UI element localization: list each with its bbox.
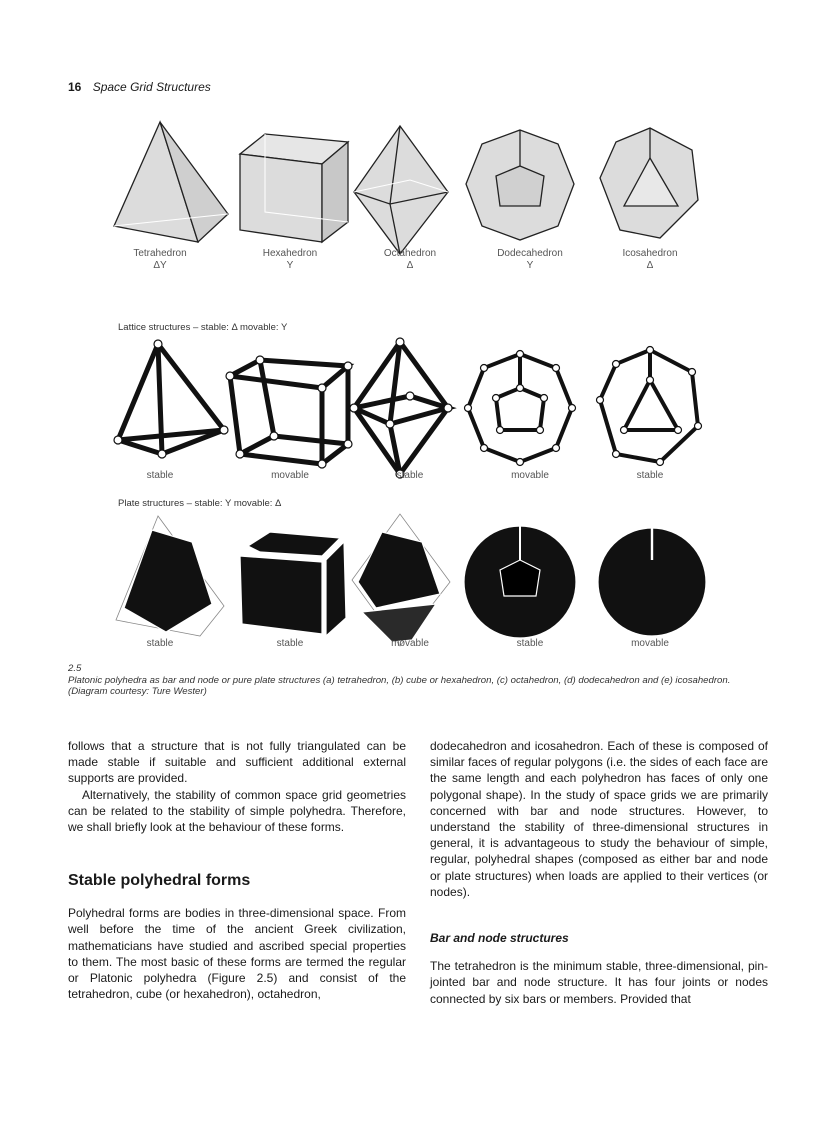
lattice-heading: Lattice structures – stable: Δ movable: Y [118,322,288,333]
running-title: Space Grid Structures [92,80,211,94]
solid-label: Hexahedron [262,248,318,259]
tetrahedron-solid [114,122,228,242]
solid-cell-1 [100,248,220,271]
solid-label: Dodecahedron [497,248,563,259]
solid-symbol: Δ [406,260,414,271]
right-column [430,738,768,1007]
caption-text: Platonic polyhedra as bar and node or pure plate structures (a) tetrahedron, (b) cube or hexahedron, (c) octahedron, (d) dodecahedron and (e) icosahedron. (Diagram courtesy: Ture Wester) [68,674,731,697]
solid-cell-3 [350,248,470,271]
solid-symbol: Y [286,260,294,271]
octahedron-plate [358,532,440,642]
solid-cell-5 [590,248,710,271]
lattice-drawing [100,336,740,486]
lattice-label-2: movable [271,470,309,481]
solid-cell-2 [230,248,350,271]
solid-symbol: Δ [646,260,654,271]
paragraph: dodecahedron and icosahedron. Each of these is composed of similar faces of regular polygons (i.e. the sides of each face are the same length and each polyhedron has faces of only one polygonal shape). In the study of space grids we are primarily concerned with bar and node structures. However, to understand the stability of three-dimensional structures in general, it is advantageous to study the behaviour of simple, regular, polyhedral shapes (composed as either bar and node or plate structures) when loads are applied to their vertices (or nodes). [430,739,768,899]
octahedron-solid [354,126,448,254]
icosahedron-plate [598,528,706,636]
solid-label: Icosahedron [622,248,678,259]
page-number: 16 [68,80,82,94]
dodecahedron-solid [466,130,574,240]
plate-label-4: stable [516,638,544,649]
plate-label-1: stable [146,638,174,649]
solid-symbol: ΔY [153,260,167,271]
paragraph: The tetrahedron is the minimum stable, three-dimensional, pin-jointed bar and node structure. It has four joints or nodes connected by six bars or members. Provided that [430,959,768,1006]
paragraph: Polyhedral forms are bodies in three-dimensional space. From well before the time of the ancient Greek civilization, mathematicians have studied and ascribed special properties to them. The most basic of these forms are termed the regular or Platonic polyhedra (Figure 2.5) and consist of the tetrahedron, cube (or hexahedron), octahedron, [68,906,406,1002]
running-head [68,80,211,94]
dodecahedron-plate [464,526,576,638]
hexahedron-lattice [230,360,348,464]
plate-row [100,512,740,662]
hexahedron-solid [240,134,348,242]
lattice-label-3: stable [396,470,424,481]
section-heading: Stable polyhedral forms [68,872,251,890]
tetrahedron-plate [124,530,212,632]
solids-drawing [100,114,740,264]
lattice-row [100,336,740,486]
solids-row [100,114,740,271]
plate-label-5: movable [631,638,669,649]
plate-heading: Plate structures – stable: Y movable: Δ [118,498,282,509]
plate-label-3: movable [391,638,429,649]
left-column [68,738,406,1002]
paragraph: Alternatively, the stability of common space grid geometries can be related to the stability of simple polyhedra. Therefore, we shall briefly look at the behaviour of these forms. [68,787,406,835]
lattice-label-4: movable [511,470,549,481]
figure-caption [68,663,768,698]
solid-label: Tetrahedron [133,248,187,259]
paragraph: follows that a structure that is not fully triangulated can be made stable if suitable and sufficient additional external supports are provided. [68,739,406,786]
figure-number: 2.5 [68,663,82,674]
tetrahedron-lattice [118,344,224,454]
solid-label: Octahedron [383,248,437,259]
hexahedron-plate [240,532,346,636]
lattice-label-1: stable [146,470,174,481]
icosahedron-solid [600,128,698,238]
figure-2-5 [60,108,780,668]
plate-label-2: stable [276,638,304,649]
lattice-label-5: stable [636,470,664,481]
subsection-heading: Bar and node structures [430,931,569,946]
octahedron-lattice [354,342,448,474]
solid-symbol: Y [526,260,534,271]
solid-cell-4 [470,248,590,271]
